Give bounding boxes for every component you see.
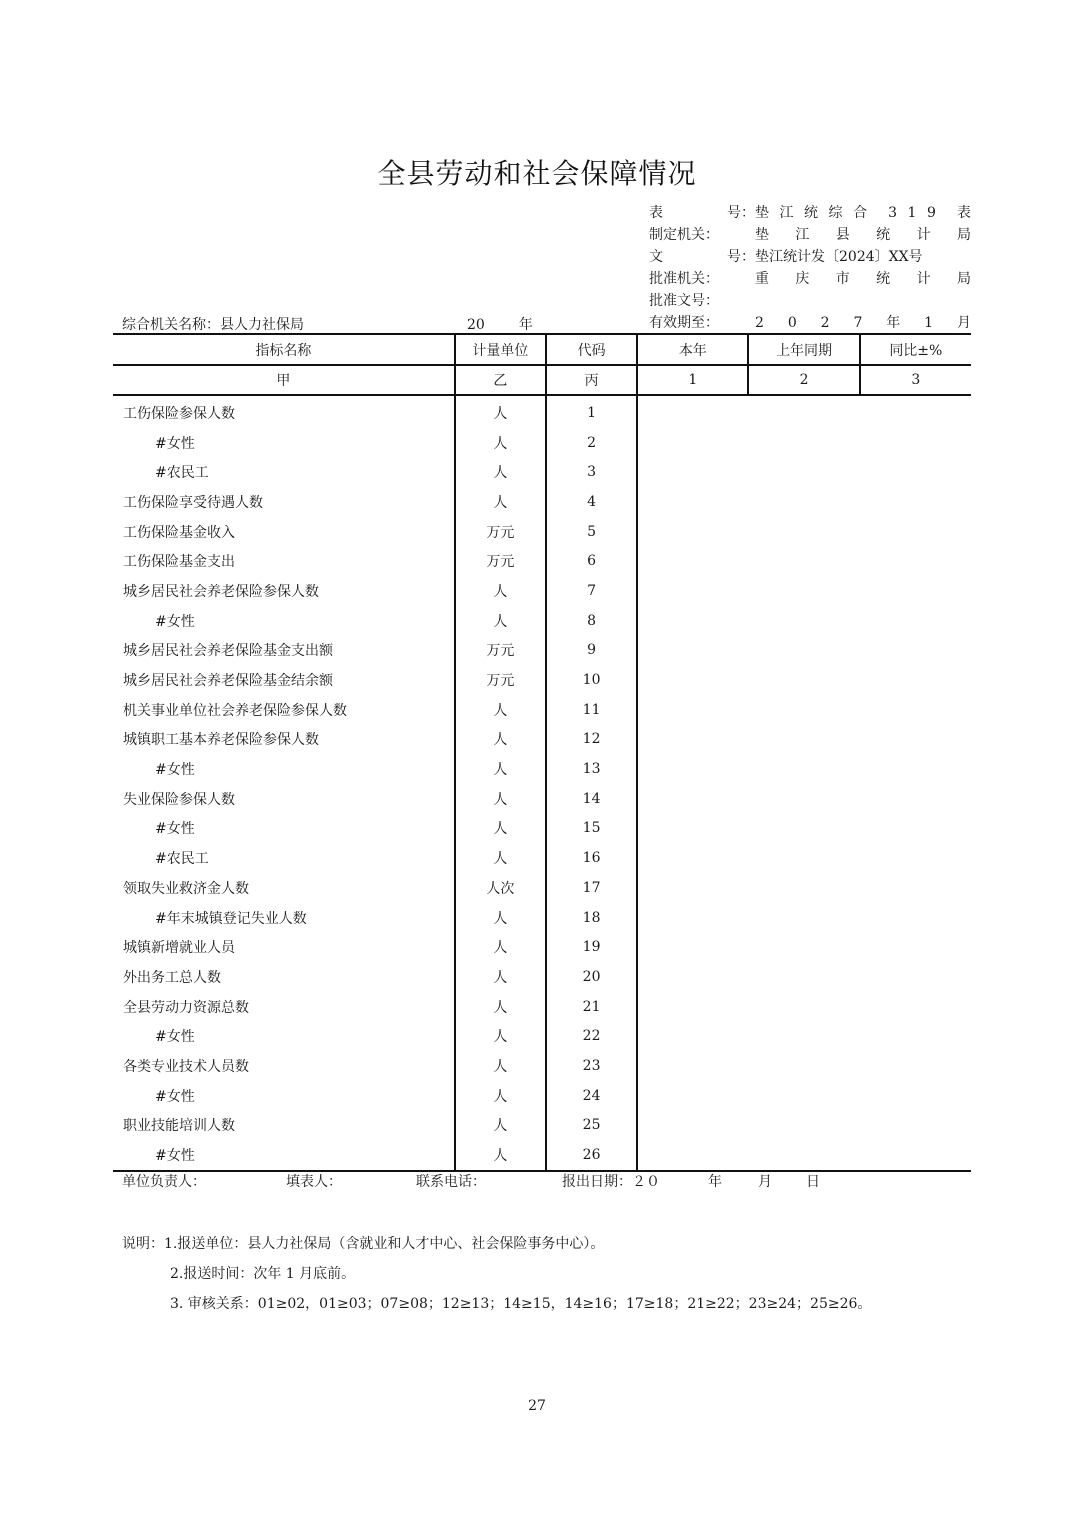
indicator-name: 外出务工总人数 xyxy=(123,969,221,986)
header-yoy: 同比±% xyxy=(860,334,971,365)
unit-cell: 人 xyxy=(455,1111,546,1141)
note-1: 说明：1.报送单位：县人力社保局（含就业和人才中心、社会保险事务中心）。 xyxy=(122,1236,605,1252)
meta-value-part: 局 xyxy=(956,271,971,287)
unit-cell: 人 xyxy=(455,754,546,784)
meta-label-part: 批准文号： xyxy=(649,293,719,309)
this-year-value-cell[interactable] xyxy=(637,873,748,903)
meta-value-part: 综 xyxy=(828,205,843,221)
indicator-name: 城镇职工基本养老保险参保人数 xyxy=(123,732,319,749)
subheader-3: 3 xyxy=(860,365,971,395)
indicator-name: #女性 xyxy=(155,1029,195,1046)
meta-value-part: 江 xyxy=(795,227,810,243)
org-name-label: 综合机关名称：县人力社保局 xyxy=(122,317,304,333)
yoy-value-cell[interactable] xyxy=(860,1111,971,1141)
indicator-name: 机关事业单位社会养老保险参保人数 xyxy=(123,702,347,719)
table-row xyxy=(113,636,971,666)
meta-value xyxy=(755,202,971,224)
indicator-name: #女性 xyxy=(113,1140,455,1171)
yoy-value-cell[interactable] xyxy=(860,606,971,636)
indicator-name: 工伤保险享受待遇人数 xyxy=(123,494,263,511)
yoy-value-cell[interactable] xyxy=(860,576,971,606)
last-year-value-cell[interactable] xyxy=(748,546,859,576)
indicator-name: 领取失业救济金人数 xyxy=(123,880,249,897)
report-date-month: 月 xyxy=(758,1174,772,1190)
code-cell: 19 xyxy=(546,932,637,962)
this-year-value-cell[interactable] xyxy=(637,754,748,784)
last-year-value-cell[interactable] xyxy=(748,606,859,636)
indicator-name: 失业保险参保人数 xyxy=(123,791,235,808)
notes xyxy=(122,1229,871,1319)
meta-value-part: 年 xyxy=(886,315,901,331)
yoy-value-cell[interactable] xyxy=(860,784,971,814)
unit-cell: 人 xyxy=(455,606,546,636)
indicator-name: #农民工 xyxy=(155,851,209,868)
unit-cell: 人 xyxy=(455,1051,546,1081)
table-row xyxy=(113,395,971,428)
meta-value-part: 县 xyxy=(835,227,850,243)
code-cell: 17 xyxy=(546,873,637,903)
yoy-value-cell[interactable] xyxy=(860,962,971,992)
yoy-value-cell[interactable] xyxy=(860,725,971,755)
table-row xyxy=(113,1021,971,1051)
meta-value xyxy=(755,246,971,268)
yoy-value-cell[interactable] xyxy=(860,1081,971,1111)
code-cell: 8 xyxy=(546,606,637,636)
table-row xyxy=(113,695,971,725)
table-row xyxy=(113,784,971,814)
meta-value-part: 2 xyxy=(820,315,830,331)
last-year-value-cell[interactable] xyxy=(748,932,859,962)
meta-value-part: 庆 xyxy=(795,271,810,287)
unit-cell: 人 xyxy=(455,695,546,725)
yoy-value-cell[interactable] xyxy=(860,754,971,784)
table-row xyxy=(113,725,971,755)
last-year-value-cell[interactable] xyxy=(748,754,859,784)
last-year-value-cell[interactable] xyxy=(748,428,859,458)
header-indicator-name: 指标名称 xyxy=(113,334,455,365)
report-date-label: 报出日期：２０ xyxy=(562,1174,660,1190)
note-2: 2.报送时间：次年 1 月底前。 xyxy=(170,1266,356,1282)
code-cell: 9 xyxy=(546,636,637,666)
phone-label: 联系电话： xyxy=(416,1174,486,1190)
last-year-value-cell[interactable] xyxy=(748,457,859,487)
last-year-value-cell[interactable] xyxy=(748,487,859,517)
meta-value-part: 计 xyxy=(916,227,931,243)
this-year-value-cell[interactable] xyxy=(637,636,748,666)
form-metadata xyxy=(649,202,971,334)
code-cell: 14 xyxy=(546,784,637,814)
indicator-name: #女性 xyxy=(155,613,195,630)
meta-label-part: 表 xyxy=(649,205,663,221)
last-year-value-cell[interactable] xyxy=(748,784,859,814)
this-year-value-cell[interactable] xyxy=(637,395,748,428)
this-year-value-cell[interactable] xyxy=(637,695,748,725)
table-row xyxy=(113,814,971,844)
meta-value-part: 垫江统计发〔2024〕XX号 xyxy=(755,249,923,265)
this-year-value-cell[interactable] xyxy=(637,814,748,844)
meta-row xyxy=(649,268,971,290)
code-cell: 10 xyxy=(546,665,637,695)
meta-row xyxy=(649,290,971,312)
meta-value-part: 表 xyxy=(956,205,971,221)
last-year-value-cell[interactable] xyxy=(748,903,859,933)
report-year xyxy=(467,314,533,334)
yoy-value-cell[interactable] xyxy=(860,457,971,487)
last-year-value-cell[interactable] xyxy=(748,992,859,1022)
meta-label xyxy=(649,202,755,224)
header-unit: 计量单位 xyxy=(455,334,546,365)
unit-cell: 人 xyxy=(455,932,546,962)
table-row xyxy=(113,428,971,458)
code-cell: 11 xyxy=(546,695,637,725)
unit-cell: 万元 xyxy=(455,636,546,666)
meta-value-part: 合 xyxy=(853,205,868,221)
meta-label-part: 制定机关： xyxy=(649,227,719,243)
table-row xyxy=(113,606,971,636)
unit-cell: 人 xyxy=(455,1021,546,1051)
code-cell: 7 xyxy=(546,576,637,606)
yoy-value-cell[interactable] xyxy=(860,932,971,962)
meta-value-part: 2 xyxy=(755,315,764,331)
meta-value xyxy=(755,268,971,290)
code-cell: 21 xyxy=(546,992,637,1022)
last-year-value-cell[interactable] xyxy=(748,725,859,755)
header-last-year: 上年同期 xyxy=(748,334,859,365)
unit-cell: 人 xyxy=(455,428,546,458)
unit-cell: 人 xyxy=(455,395,546,428)
unit-cell: 人 xyxy=(455,725,546,755)
yoy-value-cell[interactable] xyxy=(860,517,971,547)
statistics-table xyxy=(113,333,971,1172)
yoy-value-cell[interactable] xyxy=(860,665,971,695)
this-year-value-cell[interactable] xyxy=(637,1051,748,1081)
this-year-value-cell[interactable] xyxy=(637,784,748,814)
this-year-value-cell[interactable] xyxy=(637,725,748,755)
indicator-name: 职业技能培训人数 xyxy=(123,1118,235,1135)
code-cell: 23 xyxy=(546,1051,637,1081)
code-cell: 2 xyxy=(546,428,637,458)
meta-value-part: 垫 xyxy=(755,205,769,221)
meta-label xyxy=(649,312,755,334)
yoy-value-cell[interactable] xyxy=(860,695,971,725)
indicator-name: 工伤保险基金支出 xyxy=(123,554,235,571)
this-year-value-cell[interactable] xyxy=(637,1140,748,1171)
yoy-value-cell[interactable] xyxy=(860,546,971,576)
indicator-name: 城镇新增就业人员 xyxy=(123,940,235,957)
table-row xyxy=(113,487,971,517)
this-year-value-cell[interactable] xyxy=(637,546,748,576)
yoy-value-cell[interactable] xyxy=(860,636,971,666)
unit-cell: 人 xyxy=(455,1140,546,1171)
table-row xyxy=(113,873,971,903)
table-row xyxy=(113,546,971,576)
unit-cell: 人 xyxy=(455,457,546,487)
table-header-row xyxy=(113,334,971,365)
code-cell: 20 xyxy=(546,962,637,992)
table-row xyxy=(113,1111,971,1141)
code-cell: 18 xyxy=(546,903,637,933)
header-this-year: 本年 xyxy=(637,334,748,365)
report-date-day: 日 xyxy=(806,1174,820,1190)
indicator-name: #农民工 xyxy=(155,465,209,482)
last-year-value-cell[interactable] xyxy=(748,395,859,428)
code-cell: 3 xyxy=(546,457,637,487)
last-year-value-cell[interactable] xyxy=(748,1140,859,1171)
code-cell: 6 xyxy=(546,546,637,576)
code-cell: 5 xyxy=(546,517,637,547)
meta-value-part: 0 xyxy=(787,315,797,331)
meta-value-part: 统 xyxy=(804,205,819,221)
meta-value-part: 江 xyxy=(779,205,794,221)
yoy-value-cell[interactable] xyxy=(860,873,971,903)
yoy-value-cell[interactable] xyxy=(860,1140,971,1171)
code-cell: 25 xyxy=(546,1111,637,1141)
meta-row xyxy=(649,246,971,268)
table-row xyxy=(113,962,971,992)
last-year-value-cell[interactable] xyxy=(748,962,859,992)
this-year-value-cell[interactable] xyxy=(637,606,748,636)
subheader-bing: 丙 xyxy=(546,365,637,395)
page-title: 全县劳动和社会保障情况 xyxy=(377,157,697,190)
unit-cell: 人 xyxy=(455,962,546,992)
unit-cell: 万元 xyxy=(455,517,546,547)
unit-cell: 万元 xyxy=(455,546,546,576)
indicator-name: 城乡居民社会养老保险参保人数 xyxy=(123,583,319,600)
indicator-name: 工伤保险基金收入 xyxy=(123,524,235,541)
table-row xyxy=(113,1051,971,1081)
indicator-name: #年末城镇登记失业人数 xyxy=(155,910,307,927)
this-year-value-cell[interactable] xyxy=(637,962,748,992)
this-year-value-cell[interactable] xyxy=(637,1021,748,1051)
indicator-name: #女性 xyxy=(155,821,195,838)
unit-cell: 人 xyxy=(455,843,546,873)
unit-cell: 人 xyxy=(455,487,546,517)
meta-value-part: 统 xyxy=(876,227,891,243)
last-year-value-cell[interactable] xyxy=(748,1021,859,1051)
meta-row xyxy=(649,312,971,334)
code-cell: 1 xyxy=(546,395,637,428)
meta-value-part: 重 xyxy=(755,271,769,287)
yoy-value-cell[interactable] xyxy=(860,395,971,428)
meta-label-part: 批准机关： xyxy=(649,271,719,287)
table-row xyxy=(113,517,971,547)
last-year-value-cell[interactable] xyxy=(748,576,859,606)
year-prefix: 20 xyxy=(467,317,485,333)
table-row xyxy=(113,576,971,606)
unit-cell: 人 xyxy=(455,784,546,814)
meta-value-part: 计 xyxy=(916,271,931,287)
indicator-name: 全县劳动力资源总数 xyxy=(123,999,249,1016)
meta-value xyxy=(755,290,971,312)
page-number: 27 xyxy=(528,1398,546,1414)
meta-value xyxy=(755,312,971,334)
meta-value-part: 3 xyxy=(888,205,898,221)
table-row xyxy=(113,1081,971,1111)
code-cell: 15 xyxy=(546,814,637,844)
this-year-value-cell[interactable] xyxy=(637,517,748,547)
this-year-value-cell[interactable] xyxy=(637,576,748,606)
subheader-yi: 乙 xyxy=(455,365,546,395)
meta-row xyxy=(649,202,971,224)
last-year-value-cell[interactable] xyxy=(748,517,859,547)
this-year-value-cell[interactable] xyxy=(637,665,748,695)
meta-value-part: 1 xyxy=(907,205,917,221)
unit-cell: 人 xyxy=(455,1081,546,1111)
meta-value-part: 局 xyxy=(956,227,971,243)
table-row xyxy=(113,992,971,1022)
code-cell: 22 xyxy=(546,1021,637,1051)
subheader-1: 1 xyxy=(637,365,748,395)
this-year-value-cell[interactable] xyxy=(637,1081,748,1111)
meta-value xyxy=(755,224,971,246)
note-3: 3. 审核关系：01≥02，01≥03；07≥08；12≥13；14≥15，14≥16；17≥18；21≥22；23≥24；25≥26。 xyxy=(170,1296,872,1312)
filler-label: 填表人： xyxy=(286,1174,342,1190)
table-subheader-row xyxy=(113,365,971,395)
this-year-value-cell[interactable] xyxy=(637,457,748,487)
meta-label-part: 有效期至： xyxy=(649,315,719,331)
last-year-value-cell[interactable] xyxy=(748,814,859,844)
indicator-name: #女性 xyxy=(155,1088,195,1105)
indicator-name: #女性 xyxy=(155,435,195,452)
meta-value-part: 9 xyxy=(926,205,936,221)
this-year-value-cell[interactable] xyxy=(637,1111,748,1141)
indicator-name: 城乡居民社会养老保险基金结余额 xyxy=(123,673,333,690)
year-suffix: 年 xyxy=(518,317,533,333)
code-cell: 16 xyxy=(546,843,637,873)
last-year-value-cell[interactable] xyxy=(748,1111,859,1141)
this-year-value-cell[interactable] xyxy=(637,428,748,458)
unit-cell: 万元 xyxy=(455,665,546,695)
yoy-value-cell[interactable] xyxy=(860,1051,971,1081)
meta-label-part: 文 xyxy=(649,249,663,265)
unit-cell: 人 xyxy=(455,576,546,606)
code-cell: 24 xyxy=(546,1081,637,1111)
subheader-2: 2 xyxy=(748,365,859,395)
last-year-value-cell[interactable] xyxy=(748,843,859,873)
code-cell: 4 xyxy=(546,487,637,517)
last-year-value-cell[interactable] xyxy=(748,665,859,695)
header-code: 代码 xyxy=(546,334,637,365)
meta-label-part: 号： xyxy=(727,205,755,221)
table-row xyxy=(113,457,971,487)
subheader-jia: 甲 xyxy=(113,365,455,395)
meta-value-part: 7 xyxy=(853,315,863,331)
meta-value-part: 垫 xyxy=(755,227,769,243)
this-year-value-cell[interactable] xyxy=(637,932,748,962)
this-year-value-cell[interactable] xyxy=(637,843,748,873)
last-year-value-cell[interactable] xyxy=(748,1081,859,1111)
table-row xyxy=(113,665,971,695)
yoy-value-cell[interactable] xyxy=(860,843,971,873)
unit-cell: 人 xyxy=(455,814,546,844)
indicator-name: #女性 xyxy=(155,762,195,779)
yoy-value-cell[interactable] xyxy=(860,487,971,517)
meta-label-part: 号： xyxy=(727,249,755,265)
yoy-value-cell[interactable] xyxy=(860,428,971,458)
unit-head-label: 单位负责人： xyxy=(122,1174,206,1190)
code-cell: 26 xyxy=(546,1140,637,1171)
meta-label xyxy=(649,246,755,268)
meta-value-part: 月 xyxy=(956,315,971,331)
last-year-value-cell[interactable] xyxy=(748,873,859,903)
indicator-name: 各类专业技术人员数 xyxy=(123,1058,249,1075)
table-row xyxy=(113,932,971,962)
meta-label xyxy=(649,290,755,312)
yoy-value-cell[interactable] xyxy=(860,814,971,844)
table-row xyxy=(113,754,971,784)
meta-label xyxy=(649,224,755,246)
unit-cell: 人 xyxy=(455,992,546,1022)
report-date-year: 年 xyxy=(708,1174,722,1190)
unit-cell: 人次 xyxy=(455,873,546,903)
indicator-name: 城乡居民社会养老保险基金支出额 xyxy=(123,643,333,660)
unit-cell: 人 xyxy=(455,903,546,933)
meta-row xyxy=(649,224,971,246)
code-cell: 13 xyxy=(546,754,637,784)
code-cell: 12 xyxy=(546,725,637,755)
table-row xyxy=(113,903,971,933)
this-year-value-cell[interactable] xyxy=(637,903,748,933)
meta-label xyxy=(649,268,755,290)
table-row xyxy=(113,1140,971,1171)
meta-value-part: 1 xyxy=(924,315,934,331)
indicator-name: 工伤保险参保人数 xyxy=(123,405,235,422)
table-row xyxy=(113,843,971,873)
last-year-value-cell[interactable] xyxy=(748,1051,859,1081)
meta-value-part: 市 xyxy=(835,271,850,287)
this-year-value-cell[interactable] xyxy=(637,487,748,517)
meta-value-part: 统 xyxy=(876,271,891,287)
yoy-value-cell[interactable] xyxy=(860,1021,971,1051)
last-year-value-cell[interactable] xyxy=(748,636,859,666)
last-year-value-cell[interactable] xyxy=(748,695,859,725)
yoy-value-cell[interactable] xyxy=(860,992,971,1022)
this-year-value-cell[interactable] xyxy=(637,992,748,1022)
yoy-value-cell[interactable] xyxy=(860,903,971,933)
